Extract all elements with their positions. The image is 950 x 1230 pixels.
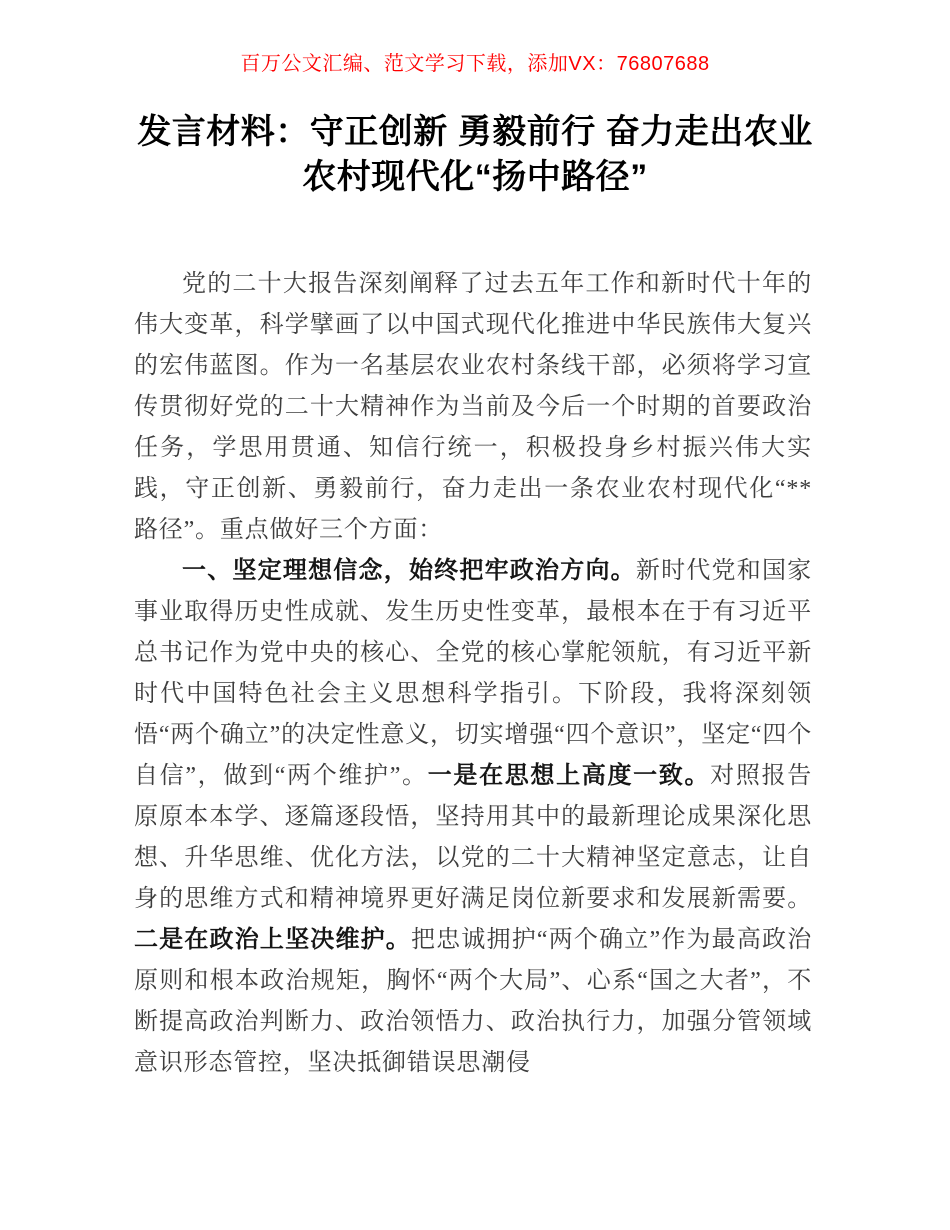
bold-emphasis-run: 二是在政治上坚决维护。 bbox=[134, 927, 411, 953]
document-body bbox=[134, 264, 812, 1084]
paragraph bbox=[134, 551, 812, 1084]
text-run: 对照报告原原本本学、逐篇逐段悟，坚持用其中的最新理论成果深化思想、升华思维、优化方法，以党的二十大精神坚定意志，让自身的思维方式和精神境界更好满足岗位新要求和发展新需要。 bbox=[134, 763, 812, 912]
bold-emphasis-run: 一是在思想上高度一致。 bbox=[427, 763, 711, 789]
bold-emphasis-run: 一、坚定理想信念，始终把牢政治方向。 bbox=[182, 558, 636, 584]
paragraph bbox=[134, 264, 812, 551]
text-run: 新时代党和国家事业取得历史性成就、发生历史性变革，最根本在于有习近平总书记作为党中央的核心、全党的核心掌舵领航，有习近平新时代中国特色社会主义思想科学指引。下阶段，我将深刻领悟“两个确立”的决定性意义，切实增强“四个意识”，坚定“四个自信”，做到“两个维护”。 bbox=[134, 558, 812, 789]
text-run: 党的二十大报告深刻阐释了过去五年工作和新时代十年的伟大变革，科学擘画了以中国式现代化推进中华民族伟大复兴的宏伟蓝图。作为一名基层农业农村条线干部，必须将学习宣传贯彻好党的二十大精神作为当前及今后一个时期的首要政治任务，学思用贯通、知信行统一，积极投身乡村振兴伟大实践，守正创新、勇毅前行，奋力走出一条农业农村现代化“**路径”。重点做好三个方面： bbox=[134, 271, 812, 543]
text-run: 把忠诚拥护“两个确立”作为最高政治原则和根本政治规矩，胸怀“两个大局”、心系“国之大者”，不断提高政治判断力、政治领悟力、政治执行力，加强分管领域意识形态管控，坚决抵御错误思潮侵 bbox=[134, 927, 812, 1076]
document-title: 发言材料：守正创新 勇毅前行 奋力走出农业农村现代化“扬中路径” bbox=[137, 113, 813, 196]
watermark-notice: 百万公文汇编、范文学习下载，添加VX：76807688 bbox=[240, 53, 710, 75]
